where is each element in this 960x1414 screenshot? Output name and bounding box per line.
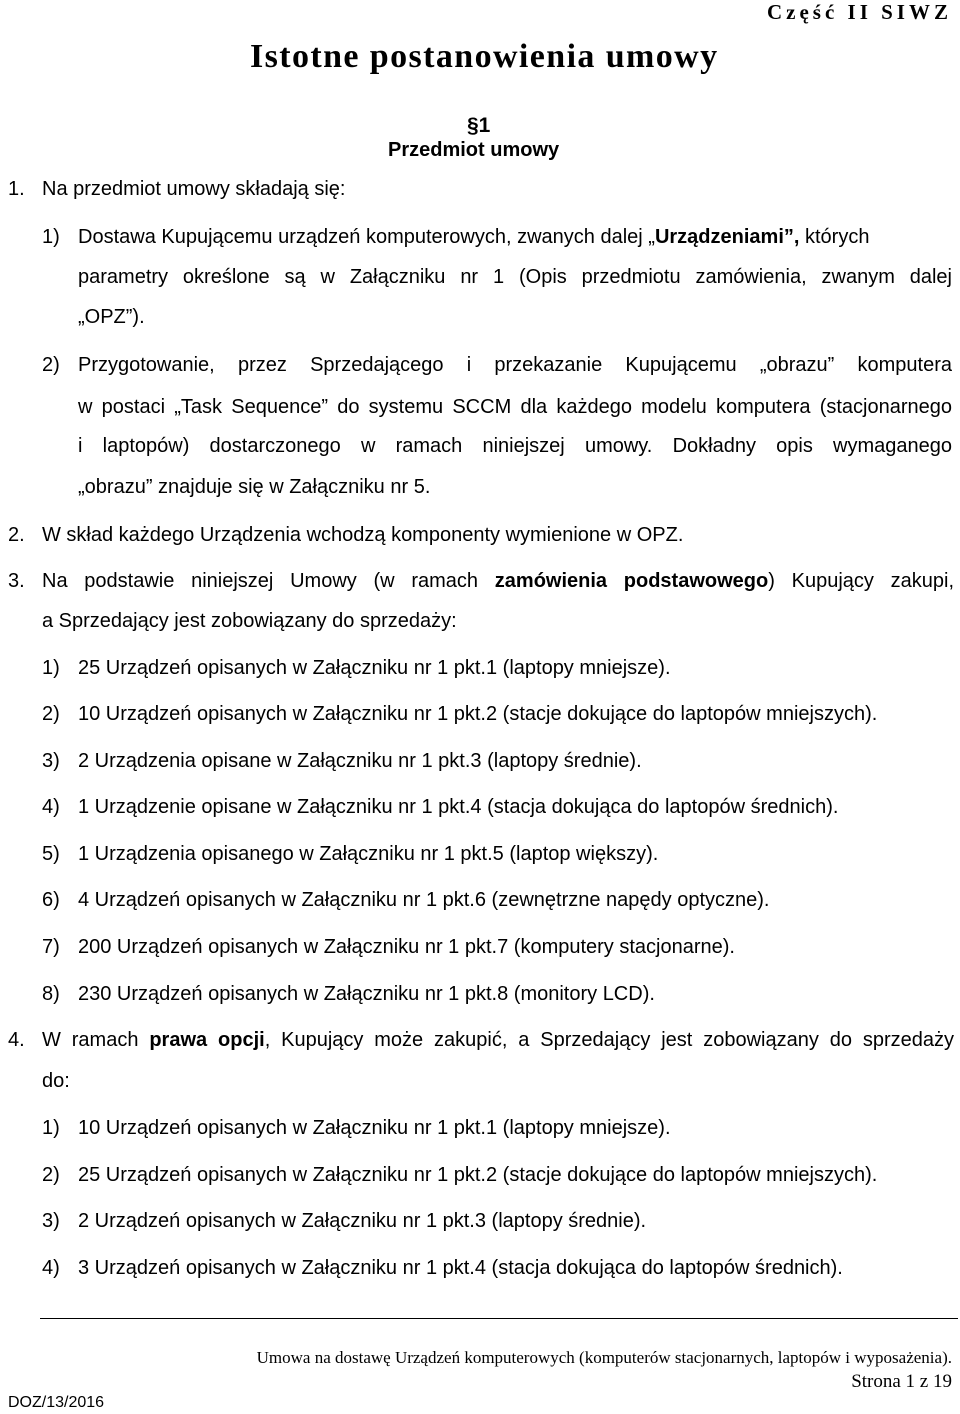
paragraph-3-number: 3. [8,570,25,592]
list-item-number: 1) [42,1117,60,1139]
section-number: §1 [467,114,491,137]
text-run: ) Kupujący zakupi, [768,570,954,592]
list-item-number: 5) [42,843,60,865]
list-item-number: 8) [42,983,60,1005]
document-part-label: Część II SIWZ [766,0,952,24]
list-item-number: 2) [42,1164,60,1186]
bold-term: prawa opcji [149,1029,265,1051]
item-number: 1) [42,226,60,248]
item-text-line: „OPZ”). [78,306,145,328]
footer-divider [40,1318,958,1319]
list-item-number: 3) [42,1210,60,1232]
list-item: 230 Urządzeń opisanych w Załączniku nr 1 pkt.8 (monitory LCD). [78,983,655,1005]
paragraph-4-number: 4. [8,1029,25,1051]
list-item: 1 Urządzenia opisanego w Załączniku nr 1 pkt.5 (laptop większy). [78,843,659,865]
list-item-number: 1) [42,657,60,679]
text-run: , Kupujący może zakupić, a Sprzedający jest zobowiązany do sprzedaży [264,1029,955,1051]
paragraph-3-line [42,570,954,592]
item-text-line: „obrazu” znajduje się w Załączniku nr 5. [78,476,431,498]
text-run: Dostawa Kupującemu urządzeń komputerowych, zwanych dalej „ [78,226,655,248]
list-item: 25 Urządzeń opisanych w Załączniku nr 1 pkt.2 (stacje dokujące do laptopów mniejszych). [78,1164,878,1186]
defined-term: Urządzeniami”, [654,226,800,248]
list-item-number: 6) [42,889,60,911]
list-item-number: 7) [42,936,60,958]
item-text-line: i laptopów) dostarczonego w ramach niniejszej umowy. Dokładny opis wymaganego [78,435,952,457]
item-number: 2) [42,354,60,376]
list-item: 2 Urządzenia opisane w Załączniku nr 1 pkt.3 (laptopy średnie). [78,750,642,772]
paragraph-3-line: a Sprzedający jest zobowiązany do sprzedaży: [42,610,457,632]
item-text-line: w postaci „Task Sequence” do systemu SCCM dla każdego modelu komputera (stacjonarnego [78,396,952,418]
paragraph-2-number: 2. [8,524,25,546]
section-title: Przedmiot umowy [388,139,560,161]
list-item-number: 4) [42,796,60,818]
list-item: 200 Urządzeń opisanych w Załączniku nr 1 pkt.7 (komputery stacjonarne). [78,936,735,958]
text-run: Na podstawie niniejszej Umowy (w ramach [42,570,495,592]
document-id: DOZ/13/2016 [8,1394,105,1411]
footer-description: Umowa na dostawę Urządzeń komputerowych (komputerów stacjonarnych, laptopów i wyposażenia). [256,1348,952,1367]
text-run: których [799,226,870,248]
list-item-number: 2) [42,703,60,725]
list-item: 1 Urządzenie opisane w Załączniku nr 1 pkt.4 (stacja dokująca do laptopów średnich). [78,796,839,818]
list-item-number: 4) [42,1257,60,1279]
document-title: Istotne postanowienia umowy [250,38,719,75]
bold-term: zamówienia podstawowego [494,570,769,592]
item-text-line: Przygotowanie, przez Sprzedającego i przekazanie Kupującemu „obrazu” komputera [78,354,952,376]
paragraph-4-line [42,1029,954,1051]
item-text-line: parametry określone są w Załączniku nr 1 (Opis przedmiotu zamówienia, zwanym dalej [78,266,952,288]
paragraph-4-line: do: [42,1070,70,1092]
paragraph-2-text: W skład każdego Urządzenia wchodzą komponenty wymienione w OPZ. [42,524,684,546]
list-item: 3 Urządzeń opisanych w Załączniku nr 1 pkt.4 (stacja dokująca do laptopów średnich). [78,1257,843,1279]
list-item: 4 Urządzeń opisanych w Załączniku nr 1 pkt.6 (zewnętrzne napędy optyczne). [78,889,770,911]
list-item: 10 Urządzeń opisanych w Załączniku nr 1 pkt.1 (laptopy mniejsze). [78,1117,671,1139]
item-text-line [78,226,869,248]
list-item-number: 3) [42,750,60,772]
paragraph-1-number: 1. [8,178,25,200]
text-run: W ramach [42,1029,150,1051]
page-number: Strona 1 z 19 [851,1371,952,1392]
list-item: 2 Urządzeń opisanych w Załączniku nr 1 pkt.3 (laptopy średnie). [78,1210,647,1232]
paragraph-1-text: Na przedmiot umowy składają się: [42,178,346,200]
list-item: 10 Urządzeń opisanych w Załączniku nr 1 pkt.2 (stacje dokujące do laptopów mniejszych). [78,703,878,725]
list-item: 25 Urządzeń opisanych w Załączniku nr 1 pkt.1 (laptopy mniejsze). [78,657,671,679]
